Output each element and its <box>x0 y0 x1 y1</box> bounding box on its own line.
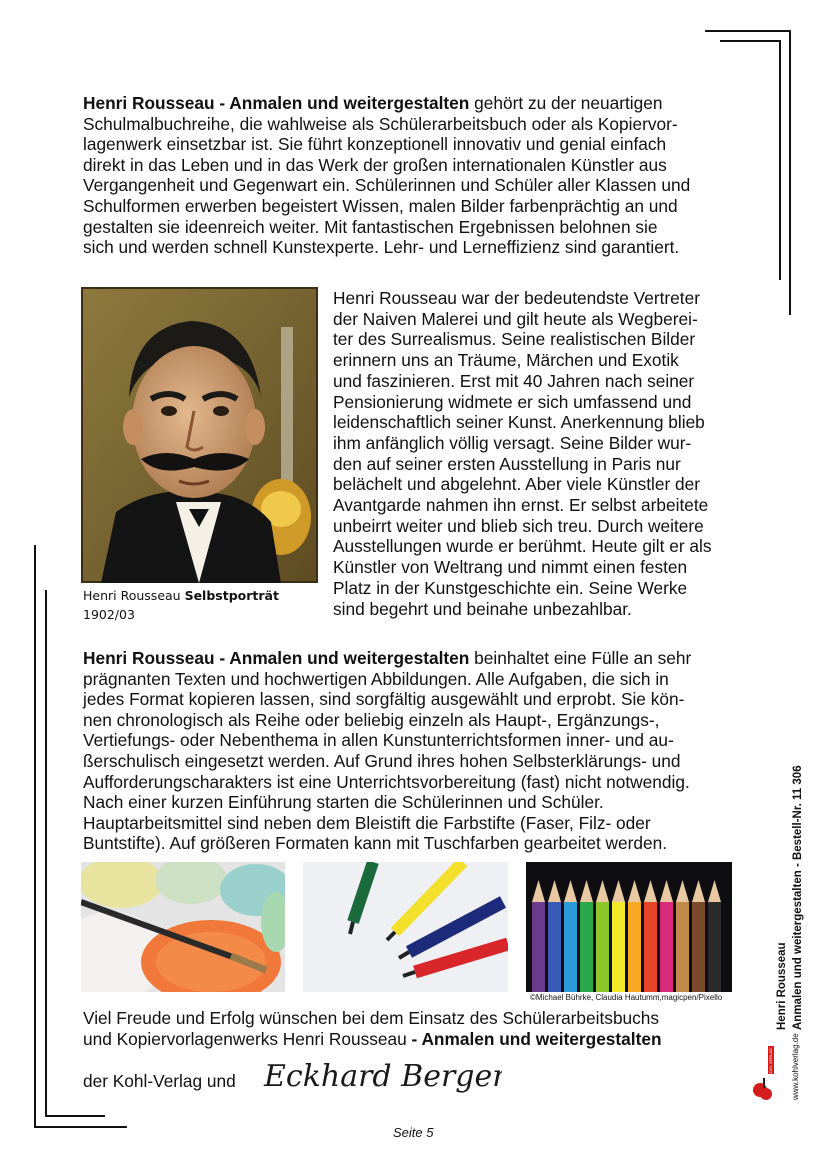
bio-line: Henri Rousseau war der bedeutendste Vertreter <box>333 288 700 308</box>
signature <box>262 1052 502 1100</box>
closing-paragraph <box>83 1008 763 1049</box>
kohl-verlag-logo <box>748 1044 776 1104</box>
content-line: Aufforderungscharakters ist eine Unterrichtsvorbereitung (fast) nicht notwendig. <box>83 771 690 792</box>
content-line: Buntstifte). Auf größeren Formaten kann mit Tuschfarben gearbeitet werden. <box>83 833 668 854</box>
felt-pens-image <box>303 862 508 992</box>
closing-line: Viel Freude und Erfolg wünschen bei dem Einsatz des Schülerarbeitsbuchs <box>83 1008 660 1028</box>
content-line: jedes Format kopieren lassen, sind sorgfältig ausgewählt und erprobt. Sie kön- <box>83 689 685 710</box>
sidebar-url: www.kohlverlag.de <box>791 1033 800 1100</box>
content-title: Henri Rousseau - Anmalen und weitergestalten <box>83 648 470 668</box>
intro-line: sich und werden schnell Kunstexperte. Lehr- und Lerneffizienz sind garantiert. <box>83 237 680 258</box>
bio-line: und faszinieren. Erst mit 40 Jahren nach seiner <box>333 370 695 391</box>
photo-credit: ©Michael Bührke, Claudia Hautumm,magicpen/Pixello <box>530 993 723 1002</box>
frame-bottom-left-h1 <box>34 1126 127 1128</box>
bio-line: leidenschaftlich seiner Kunst. Anerkennung blieb <box>333 412 705 433</box>
intro-line: gestalten sie ideenreich weiter. Mit fantastischen Ergebnissen belohnen sie <box>83 216 658 237</box>
content-line: prägnanten Texten und hochwertigen Abbildungen. Alle Aufgaben, die sich in <box>83 668 669 689</box>
bio-line: der Naiven Malerei und gilt heute als Wegberei- <box>333 308 698 329</box>
bio-line: Ausstellungen wurde er berühmt. Heute gilt er als <box>333 536 712 557</box>
intro-line: direkt in das Leben und in das Werk der großen internationalen Künstler aus <box>83 154 667 175</box>
frame-bottom-left-v1 <box>34 545 36 1127</box>
signature-text: Eckhard Berger <box>264 1059 502 1094</box>
bio-line: ihm anfänglich völlig versagt. Seine Bilder wur- <box>333 432 692 453</box>
intro-paragraph <box>83 93 763 258</box>
caption-title: Selbstporträt <box>184 588 279 603</box>
bio-line: Künstler von Weltrang und nimmt einen festen <box>333 557 688 578</box>
bio-line: Pensionierung widmete er sich umfassend und <box>333 391 692 412</box>
closing-line: und Kopiervorlagenwerks Henri Rousseau <box>83 1028 412 1049</box>
bio-line: erinnern uns an Träume, Märchen und Exotik <box>333 350 679 371</box>
content-line: ßerschulisch eingesetzt werden. Auf Grund ihres hohen Selbsterklärungs- und <box>83 750 681 771</box>
bio-paragraph <box>333 288 763 619</box>
publisher-line: der Kohl-Verlag und <box>83 1071 236 1091</box>
bio-line: Avantgarde nahmen ihn ernst. Er selbst arbeitete <box>333 495 709 516</box>
bio-line: belächelt und abgelehnt. Aber viele Künstler der <box>333 474 700 495</box>
frame-top-right-v1 <box>789 30 791 315</box>
bio-line: den auf seiner ersten Ausstellung in Paris nur <box>333 453 681 474</box>
content-paragraph <box>83 648 763 854</box>
content-line: Hauptarbeitsmittel sind neben dem Bleistift die Farbstifte (Faser, Filz- oder <box>83 812 651 833</box>
closing-title: - Anmalen und weitergestalten <box>411 1028 662 1049</box>
intro-title: Henri Rousseau - Anmalen und weitergestalten <box>83 93 470 113</box>
bio-line: Platz in der Kunstgeschichte ein. Seine Werke <box>333 577 688 598</box>
content-line: nen chronologisch als Reihe oder beliebig einzeln als Haupt-, Ergänzungs-, <box>83 709 660 730</box>
intro-line: Vergangenheit und Gegenwart ein. Schülerinnen und Schüler aller Klassen und <box>83 175 691 196</box>
page-number: Seite 5 <box>393 1125 434 1140</box>
content-line: Vertiefungs- oder Nebenthema in allen Kunstunterrichtsformen inner- und au- <box>83 730 674 751</box>
intro-line: Schulformen erwerben begeistert Wissen, malen Bilder farbenprächtig an und <box>83 195 678 216</box>
content-line: Nach einer kurzen Einführung starten die Schülerinnen und Schüler. <box>83 792 604 813</box>
sidebar-subtitle: Anmalen und weitergestalten - Bestell-Nr. 11 306 <box>792 765 804 1030</box>
intro-line: Schulmalbuchreihe, die wahlweise als Schülerarbeitsbuch oder als Kopiervor- <box>83 113 678 134</box>
bio-line: unbeirrt weiter und blieb sich treu. Durch weitere <box>333 515 704 536</box>
portrait-image <box>81 287 318 583</box>
frame-top-right-v2 <box>779 40 781 280</box>
frame-top-right-h1 <box>705 30 790 32</box>
portrait-caption <box>83 586 323 624</box>
intro-line: lagenwerk einsetzbar ist. Sie führt konzeptionell innovativ und genial einfach <box>83 134 667 155</box>
caption-year: 1902/03 <box>83 607 135 622</box>
watercolor-paint-image <box>81 862 285 992</box>
content-line: beinhaltet eine Fülle an sehr <box>469 648 692 668</box>
logo-text: KOHL VERLAG <box>768 1048 773 1077</box>
colored-pencils-image <box>526 862 732 992</box>
frame-top-right-h2 <box>720 40 780 42</box>
frame-bottom-left-v2 <box>45 590 47 1115</box>
bio-line: ter des Surrealismus. Seine realistischen Bilder <box>333 329 696 350</box>
bio-line: sind begehrt und beinahe unbezahlbar. <box>333 598 632 619</box>
intro-line: gehört zu der neuartigen <box>469 93 663 113</box>
sidebar-title: Henri Rousseau <box>776 942 788 1030</box>
caption-name: Henri Rousseau <box>83 588 185 603</box>
frame-bottom-left-h2 <box>45 1115 105 1117</box>
